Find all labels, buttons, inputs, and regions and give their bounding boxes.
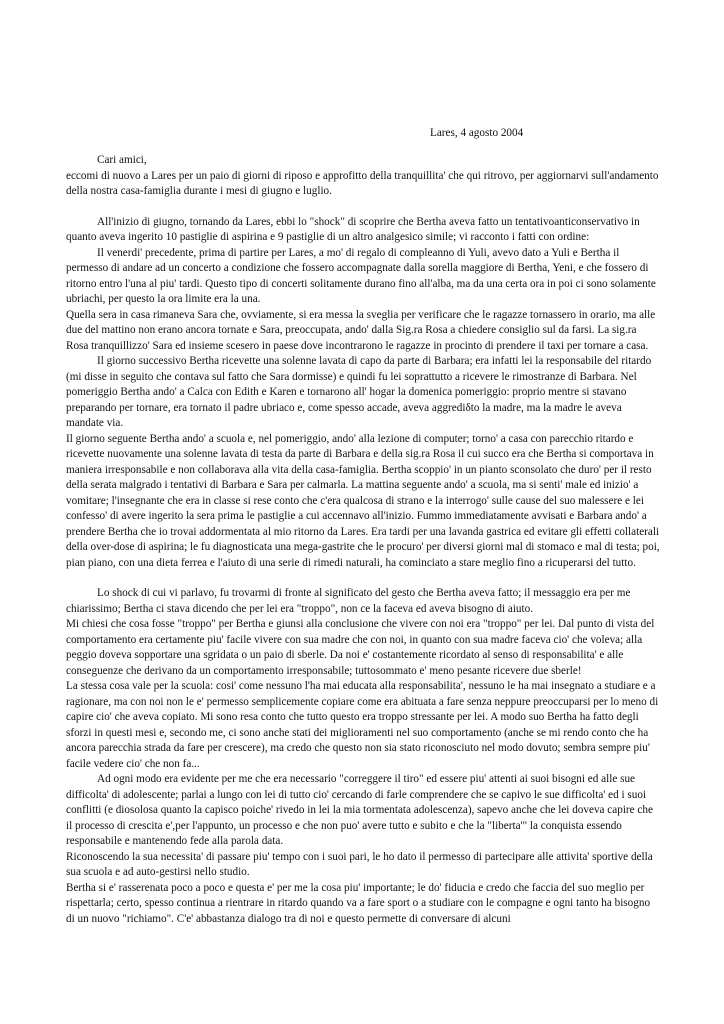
paragraph-next-day: Il giorno successivo Bertha ricevette una solenne lavata di capo da parte di Barbara; era infatti lei la responsabile del ritardo (mi disse in seguito che contava sul fatto che Sara dormisse) e quindi fu lei soprattutto a ricevere le rimostranze di Barbara. Nel pomeriggio Bertha ando' a Calca con Edith e Karen e tornarono all' hogar la domenica pomeriggio: proprio mentre si stavano preparando per tornare, era tornato il padre ubriaco e, come spesso accade, aveva aggrediδto la madre, ma la madre le aveva mandate via. — [66, 355, 652, 429]
salutation: Cari amici, — [97, 154, 147, 166]
paragraph-too-much: Mi chiesi che cosa fosse "troppo" per Bertha e giunsi alla conclusione che vivere con noi era "troppo" per lei. Dal punto di vista del comportamento era certamente piu' facile vivere con sua madre che con noi, in quanto con sua madre faceva cio' che voleva; alla peggio doveva sopportare una sgridata o un paio di sberle. Da noi e' costantemente ricordato al senso di responsabilita' e alle conseguenze che derivano da un comportamento irresponsabile; tuttosommato e' meno pesante ricevere due sberle! — [66, 618, 655, 677]
paragraph-correct-aim: Ad ogni modo era evidente per me che era necessario "correggere il tiro" ed essere piu' attenti ai suoi bisogni ed alle sue difficolta' di adolescente; parlai a lungo con lei di tutto cio' cercando di farle comprendere che se capivo le sue difficolta' ed i suoi conflitti (e diosolosa quanto la capisco poiche' rivedo in lei la mia tormentata adolescenza), sapevo anche che lei doveva capire che il processo di crescita e',per l'appunto, un processo e che non puo' avere tutto e subito e che la "liberta'" la conquista essendo responsabile e mantenendo fede alla parola data. — [66, 773, 653, 847]
paragraph-june-start: All'inizio di giugno, tornando da Lares, ebbi lo "shock" di scoprire che Bertha aveva fatto un tentativoanticonservativo in quanto aveva ingerito 10 pastiglie di aspirina e 9 pastiglie di un altro analgesico simile; vi racconto i fatti con ordine: — [66, 215, 640, 243]
paragraph-shock: Lo shock di cui vi parlavo, fu trovarmi di fronte al significato del gesto che Bertha aveva fatto; il messaggio era per me chiarissimo; Bertha ci stava dicendo che per lei era "troppo", non ce la faceva ed aveva bisogno di aiuto. — [66, 587, 631, 615]
letter-body — [66, 153, 660, 927]
paragraph-sports: Riconoscendo la sua necessita' di passare piu' tempo con i suoi pari, le ho dato il permesso di partecipare alle attivita' sportive della sua scuola e ad auto-gestirsi nello studio. — [66, 850, 653, 878]
paragraph-intro: eccomi di nuovo a Lares per un paio di giorni di riposo e approfitto della tranquillita' che qui ritrovo, per aggiornarvi sull'andamento della nostra casa-famiglia durante i mesi di giugno e luglio. — [66, 169, 659, 197]
paragraph-following-day: Il giorno seguente Bertha ando' a scuola e, nel pomeriggio, ando' alla lezione di computer; torno' a casa con parecchio ritardo e ricevette nuovamente una solenne lavata di testa da parte di Barbara e della sig.ra Rosa il cui succo era che Bertha si comportava in maniera irresponsabile e non collaborava alla vita della casa-famiglia. Bertha scoppio' in un pianto sconsolato che duro' per il resto della serata malgrado i tentativi di Barbara e Sara per calmarla. La mattina seguente ando' a scuola, ma si senti' male ed inizio' a vomitare; l'insegnante che era in classe si rese conto che c'era qualcosa di strano e la interrogo' sulle cause del suo malessere e lei confesso' di avere ingerito la sera prima le pastiglie a cui accennavo all'inizio. Fummo immediatamente avvisati e Barbara ando' a prendere Bertha che io trovai addormentata al mio ritorno da Lares. Era tardi per una lavanda gastrica ed evitare gli effetti collaterali della over-dose di aspirina; le fu diagnosticata una mega-gastrite che le procuro' per diversi giorni mal di stomaco e mal di testa; poi, pian piano, con una dieta ferrea e l'aiuto di una serie di rimedi naturali, ha cominciato a stare meglio fino a ricuperarsi del tutto. — [66, 432, 660, 569]
paragraph-friday: Il venerdi' precedente, prima di partire per Lares, a mo' di regalo di compleanno di Yuli, avevo dato a Yuli e Bertha il permesso di andare ad un concerto a condizione che fossero accompagnate dalla sorella maggiore di Bertha, Yeni, e che fossero di ritorno entro l'una al piu' tardi. Questo tipo di concerti solitamente durano fino all'alba, ma da una certa ora in poi ci sono solamente ubriachi, per questo la ora limite era la una. — [66, 246, 656, 305]
paragraph-that-evening: Quella sera in casa rimaneva Sara che, ovviamente, si era messa la sveglia per verificare che le ragazze tornassero in orario, ma alle due del mattino non erano ancora tornate e Sara, preoccupata, ando' dalla Sig.ra Rosa a chiedere consiglio sul da farsi. La sig.ra Rosa tranquillizzo' Sara ed insieme scesero in paese dove incontrarono le ragazze in procinto di prendere il taxi per tornare a casa. — [66, 308, 656, 352]
date-line: Lares, 4 agosto 2004 — [430, 127, 524, 139]
paragraph-school: La stessa cosa vale per la scuola: cosi' come nessuno l'ha mai educata alla responsabilita', nessuno le ha mai insegnato a studiare e a ragionare, ma con noi non le e' permesso semplicemente copiare come era abituata a fare senza neppure preoccuparsi per lo meno di capire cio' che aveva copiato. Mi sono resa conto che tutto questo era troppo stressante per lei. A modo suo Bertha ha fatto degli sforzi in questi mesi e, secondo me, ci sono anche stati dei miglioramenti nel suo comportamento (anche se mi rendo conto che ha ancora parecchia strada da fare per crescere), ma credo che questo non sia stato riconosciuto nel modo dovuto; sembra sempre piu' facile vedere cio' che non fa... — [66, 680, 659, 770]
paragraph-serene: Bertha si e' rasserenata poco a poco e questa e' per me la cosa piu' importante; le do' fiducia e credo che faccia del suo meglio per rispettarla; certo, spesso continua a rientrare in ritardo quando va a fare sport o a studiare con le compagne e ogni tanto ha bisogno di un nuovo "richiamo". C'e' abbastanza dialogo tra di noi e questo permette di conversare di alcuni — [66, 881, 651, 925]
